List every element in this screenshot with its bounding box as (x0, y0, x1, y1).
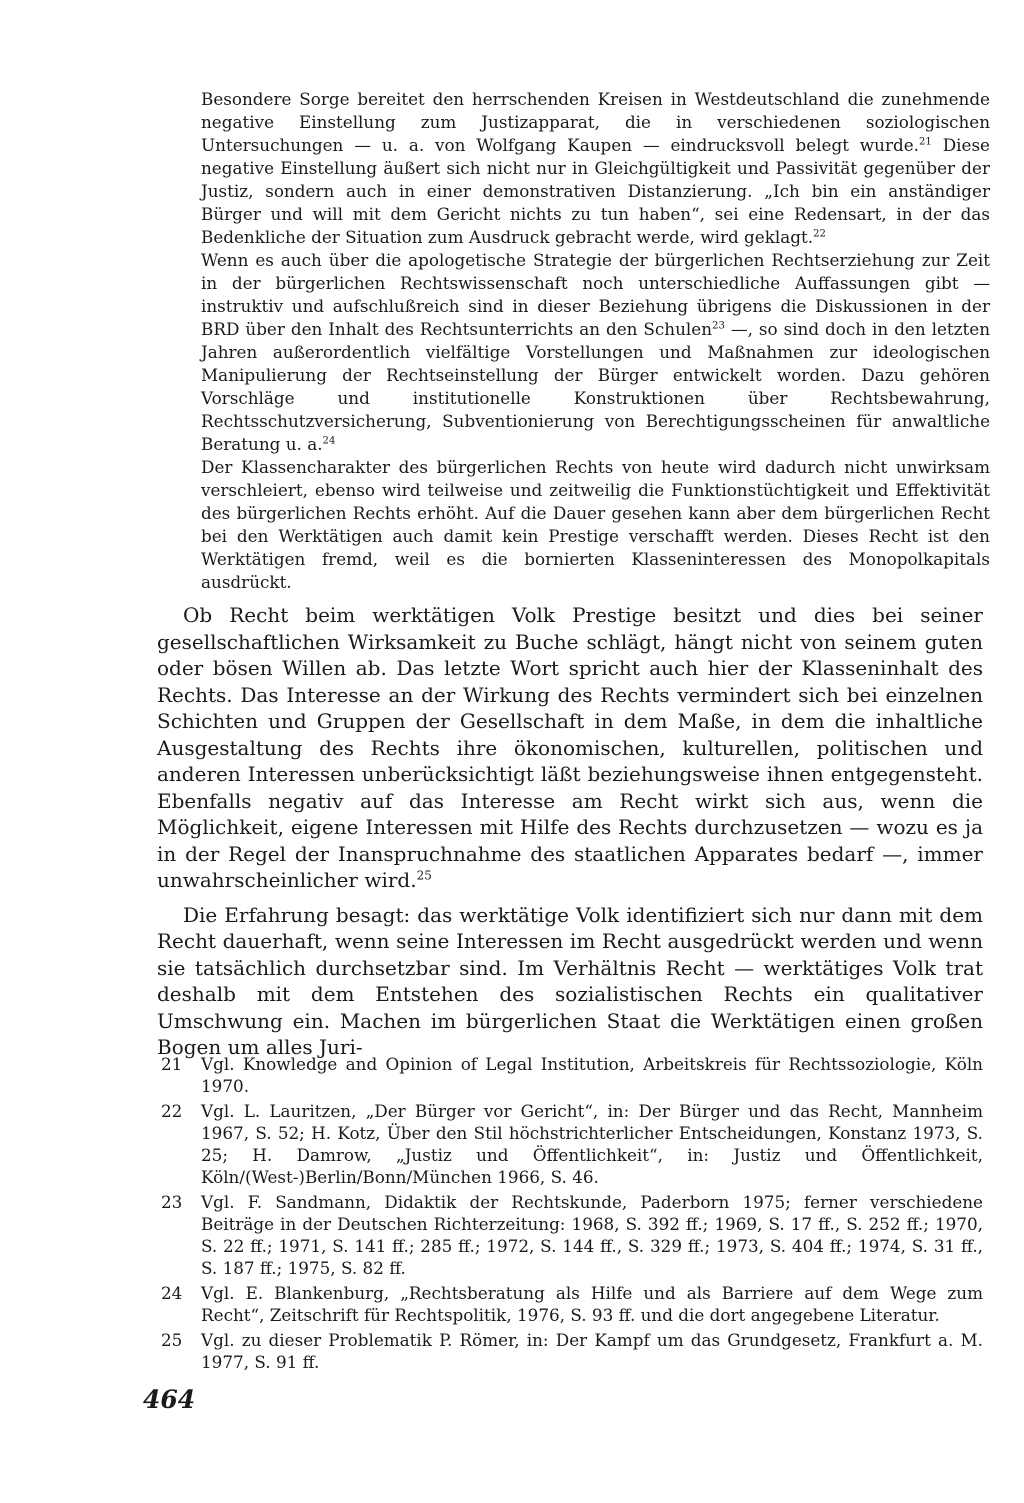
quote-paragraph: Besondere Sorge bereitet den herrschenden Kreisen in Westdeutschland die zunehmende negative Einstellung zum Justizapparat, die in verschiedenen soziologischen Untersuchungen — u. a. von Wolfgang Kaupen — eindrucksvoll belegt wurde.$^{21}$ Diese negative Einstellung äußert sich nicht nur in Gleichgültigkeit und Passivität gegenüber der Justiz, sondern auch in einer demonstrativen Distanzierung. „Ich bin ein anständiger Bürger und will mit dem Gericht nichts zu tun haben“, sei eine Redensart, in der das Bedenkliche der Situation zum Ausdruck gebracht werde, wird geklagt.$^{22}$ (201, 89, 990, 247)
footnote-text: Vgl. F. Sandmann, Didaktik der Rechtskunde, Paderborn 1975; ferner verschiedene Beiträge in der Deutschen Richterzeitung: 1968, S. 392 ff.; 1969, S. 17 ff., S. 252 ff.; 1970, S. 22 ff.; 1971, S. 141 ff.; 285 ff.; 1972, S. 144 ff., S. 329 ff.; 1973, S. 404 ff.; 1974, S. 31 ff., S. 187 ff.; 1975, S. 82 ff. (201, 1192, 983, 1278)
footnote-number: 22 (161, 1101, 183, 1121)
footnote (161, 1053, 983, 1097)
footnote (161, 1191, 983, 1279)
body-paragraph: Ob Recht beim werktätigen Volk Prestige besitzt und dies bei seiner gesellschaftlichen Wirksamkeit zu Buche schlägt, hängt nicht von seinem guten oder bösen Willen ab. Das letzte Wort spricht auch hier der Klasseninhalt des Rechts. Das Interesse an der Wirkung des Rechts vermindert sich bei einzelnen Schichten und Gruppen der Gesellschaft in dem Maße, in dem die inhaltliche Ausgestaltung des Rechts ihre ökonomischen, kulturellen, politischen und anderen Interessen unberücksichtigt läßt beziehungsweise ihnen entgegensteht. Ebenfalls negativ auf das Interesse am Recht wirkt sich aus, wenn die Möglichkeit, eigene Interessen mit Hilfe des Rechts durchzusetzen — wozu es ja in der Regel der Inanspruchnahme des staatlichen Apparates bedarf —, immer unwahrscheinlicher wird.$^{25}$ (157, 603, 983, 892)
quote-paragraph: Wenn es auch über die apologetische Strategie der bürgerlichen Rechtserziehung zur Zeit in der bürgerlichen Rechtswissenschaft noch unterschiedliche Auffassungen gibt — instruktiv und aufschlußreich sind in dieser Beziehung übrigens die Diskussionen in der BRD über den Inhalt des Rechtsunterrichts an den Schulen$^{23}$ —, so sind doch in den letzten Jahren außerordentlich vielfältige Vorstellungen und Maßnahmen zur ideologischen Manipulierung der Rechtseinstellung der Bürger entwickelt worden. Dazu gehören Vorschläge und institutionelle Konstruktionen über Rechtsbewahrung, Rechtsschutzversicherung, Subventionierung von Berechtigungsscheinen für anwaltliche Beratung u. a.$^{24}$ (201, 250, 991, 454)
footnote-ref[interactable]: 23 (712, 320, 725, 332)
main-text (157, 602, 983, 1061)
footnote-ref[interactable]: 22 (813, 228, 826, 240)
footnote (161, 1282, 983, 1326)
footnote-text: Vgl. Knowledge and Opinion of Legal Institution, Arbeitskreis für Rechtssoziologie, Köln 1970. (201, 1054, 983, 1096)
footnote (161, 1100, 983, 1188)
footnote-ref[interactable]: 21 (919, 136, 932, 148)
footnote-text: Vgl. E. Blankenburg, „Rechtsberatung als Hilfe und als Barriere auf dem Wege zum Recht“, Zeitschrift für Rechtspolitik, 1976, S. 93 ff. und die dort angegebene Literatur. (201, 1283, 983, 1325)
footnote-ref[interactable]: 25 (416, 868, 432, 883)
indented-quote-block (201, 88, 990, 594)
page-number: 464 (143, 1385, 196, 1414)
footnotes (161, 1053, 983, 1376)
body-paragraph: Die Erfahrung besagt: das werktätige Volk identifiziert sich nur dann mit dem Recht dauerhaft, wenn seine Interessen im Recht ausgedrückt werden und wenn sie tatsächlich durchsetzbar sind. Im Verhältnis Recht — werktätiges Volk trat deshalb mit dem Entstehen des sozialistischen Rechts ein qualitativer Umschwung ein. Machen im bürgerlichen Staat die Werktätigen einen großen Bogen um alles Juri- (157, 902, 983, 1059)
footnote-number: 24 (161, 1283, 183, 1303)
footnote-number: 21 (161, 1054, 183, 1074)
footnote-text: Vgl. zu dieser Problematik P. Römer, in: Der Kampf um das Grundgesetz, Frankfurt a. M. 1977, S. 91 ff. (201, 1330, 983, 1372)
footnote (161, 1329, 983, 1373)
quote-paragraph: Der Klassencharakter des bürgerlichen Rechts von heute wird dadurch nicht unwirksam verschleiert, ebenso wird teilweise und zeitweilig die Funktionstüchtigkeit und Effektivität des bürgerlichen Rechts erhöht. Auf die Dauer gesehen kann aber dem bürgerlichen Recht bei den Werktätigen auch damit kein Prestige verschafft werden. Dieses Recht ist den Werktätigen fremd, weil es die bornierten Klasseninteressen des Monopolkapitals ausdrückt. (201, 457, 990, 592)
footnote-number: 23 (161, 1192, 183, 1212)
footnote-number: 25 (161, 1330, 183, 1350)
footnote-text: Vgl. L. Lauritzen, „Der Bürger vor Gericht“, in: Der Bürger und das Recht, Mannheim 1967, S. 52; H. Kotz, Über den Stil höchstrichterlicher Entscheidungen, Konstanz 1973, S. 25; H. Damrow, „Justiz und Öffentlichkeit“, in: Justiz und Öffentlichkeit, Köln/(West-)Berlin/Bonn/München 1966, S. 46. (201, 1101, 983, 1187)
footnote-ref[interactable]: 24 (322, 435, 336, 447)
